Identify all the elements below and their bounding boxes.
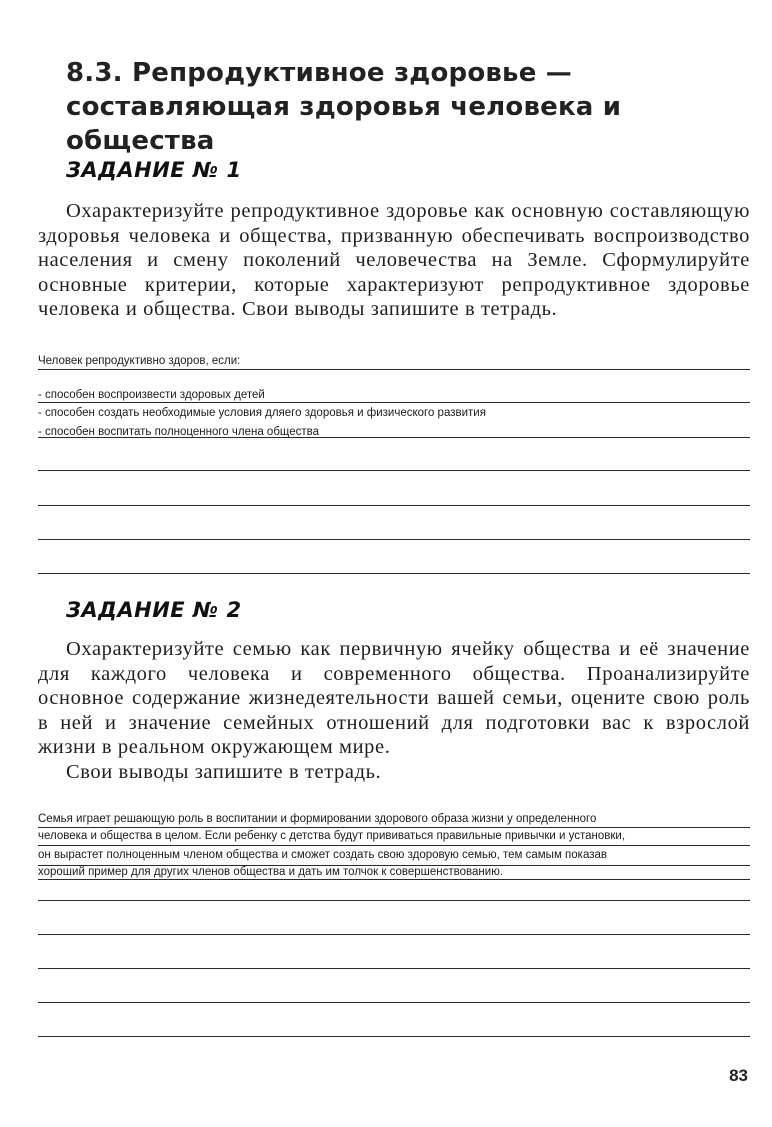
writing-line: [38, 437, 750, 438]
writing-line: [38, 845, 750, 846]
task-2-body-conclusion: Свои выводы запишите в тетрадь.: [66, 760, 382, 783]
writing-line: [38, 827, 750, 828]
writing-line: [38, 369, 750, 370]
writing-line: [38, 470, 750, 471]
section-title-line-2: составляющая здоровья человека и общества: [66, 92, 622, 156]
page-number: 83: [729, 1066, 748, 1085]
task-2-answer-line-2: человека и общества в целом. Если ребенку с детства будут прививаться правильные привычки и установки,: [38, 830, 626, 842]
task-2-heading: ЗАДАНИЕ № 2: [66, 598, 242, 622]
writing-line: [38, 968, 750, 969]
task-2-answer-line-4: хороший пример для других членов общества и дать им толчок к совершенствованию.: [38, 866, 504, 878]
task-2-instructions: [38, 637, 750, 784]
writing-line: [38, 1002, 750, 1003]
task-2-answer-line-3: он вырастет полноценным членом общества и сможет создать свою здоровую семью, тем самым показав: [38, 849, 608, 861]
writing-line: [38, 402, 750, 403]
writing-line: [38, 573, 750, 574]
writing-line: [38, 1036, 750, 1037]
task-1-instructions: [38, 199, 750, 322]
writing-line: [38, 505, 750, 506]
task-1-heading: ЗАДАНИЕ № 1: [66, 158, 242, 182]
task-1-answer-line-4: - способен воспитать полноценного члена общества: [38, 426, 320, 438]
task-1-answer-line-3: - способен создать необходимые условия дляего здоровья и физического развития: [38, 407, 486, 419]
section-title-line-1: 8.3. Репродуктивное здоровье —: [66, 58, 572, 88]
section-title: [66, 56, 772, 158]
writing-line: [38, 539, 750, 540]
task-1-answer-line-1: Человек репродуктивно здоров, если:: [38, 355, 241, 367]
task-2-answer-line-1: Семья играет решающую роль в воспитании и формировании здорового образа жизни у определенного: [38, 813, 597, 825]
writing-line: [38, 900, 750, 901]
writing-line: [38, 879, 750, 880]
writing-line: [38, 934, 750, 935]
task-1-body: Охарактеризуйте репродуктивное здоровье как основную составляющую здоровья человека и общества, призванную обеспечивать воспроизводство населения и смену поколений человечества на Земле. Сформулируйте основные критерии, которые характеризуют репродуктивное здоровье человека и общества. Свои выводы запишите в тетрадь.: [38, 200, 750, 320]
task-1-answer-line-2: - способен воспроизвести здоровых детей: [38, 389, 265, 401]
task-2-body: Охарактеризуйте семью как первичную ячейку общества и её значение для каждого человека и современного общества. Проанализируйте основное содержание жизнедеятельности вашей семьи, оцените свою роль в ней и значение семейных отношений для подготовки вас к взрослой жизни в реальном окружающем мире.: [38, 638, 750, 758]
